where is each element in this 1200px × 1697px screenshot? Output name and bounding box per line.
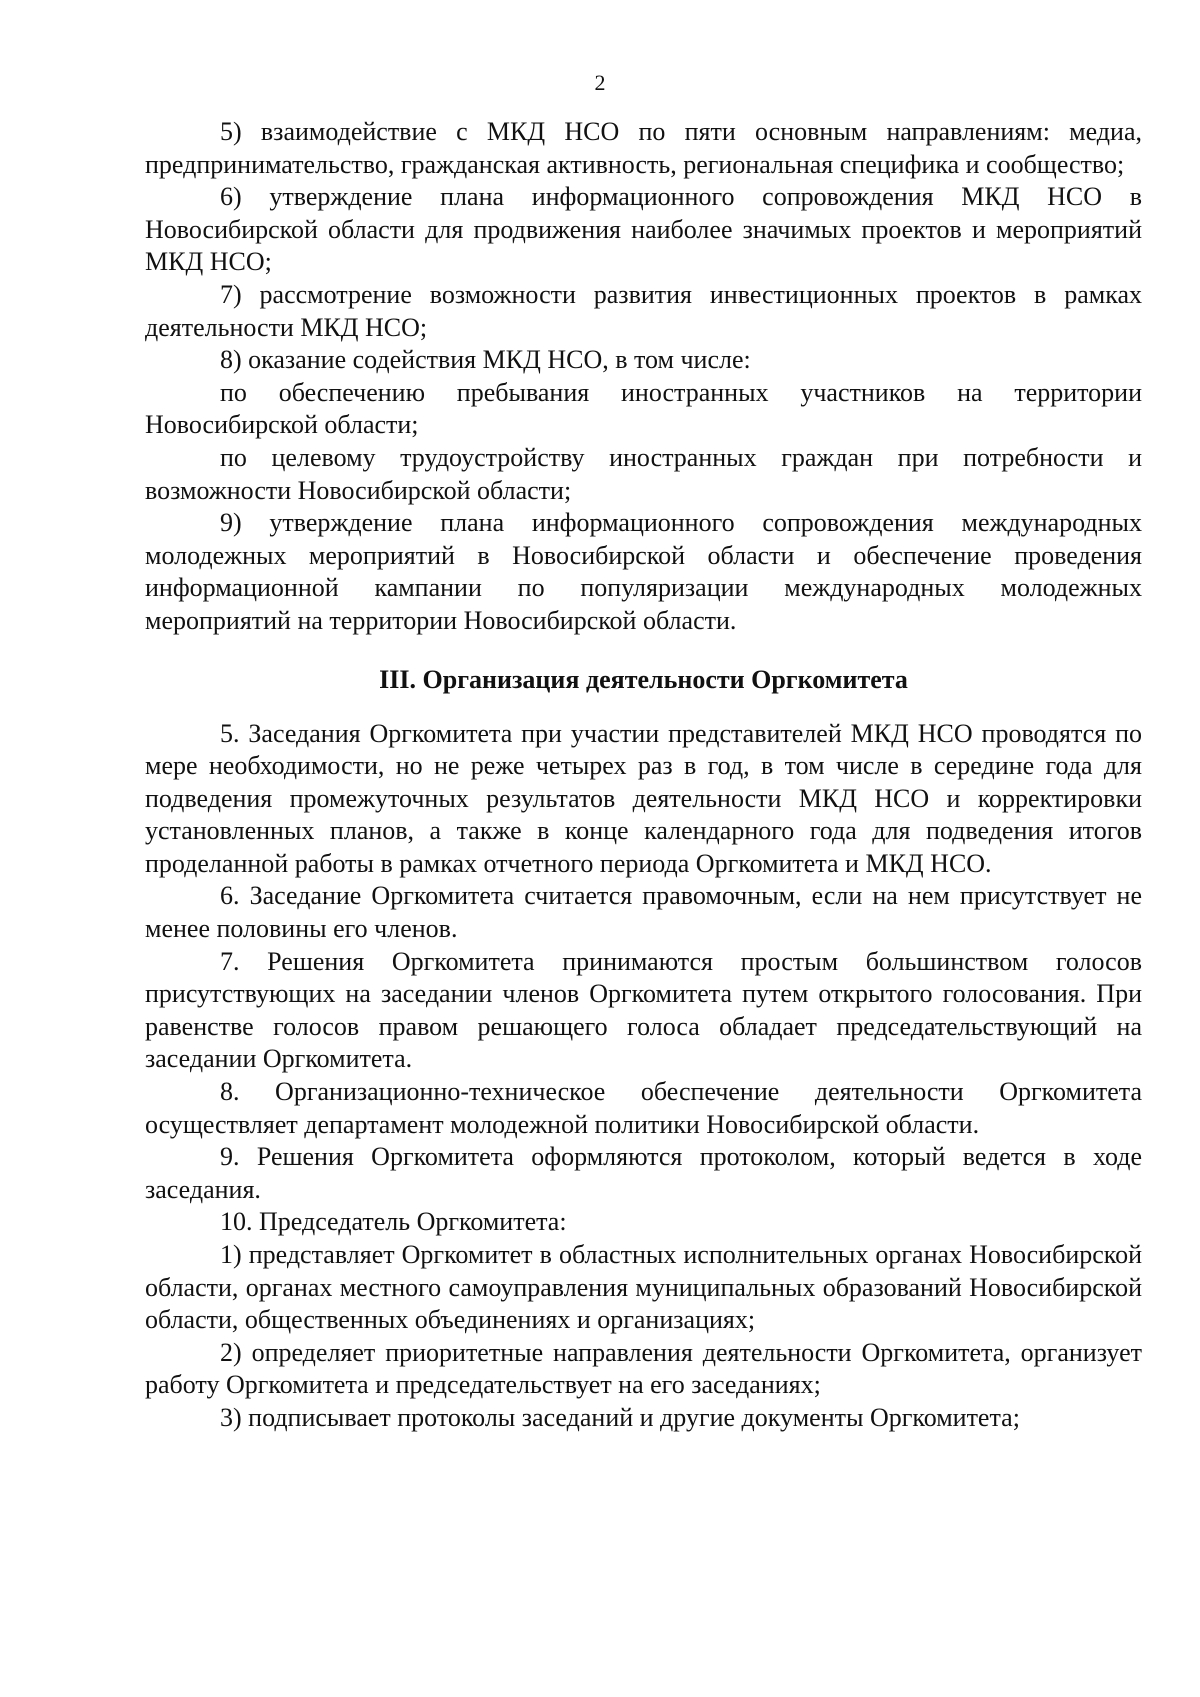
paragraph-item-8-sub-2: по целевому трудоустройству иностранных граждан при потребности и возможности Новосибирской области;: [145, 442, 1142, 505]
section-heading: III. Организация деятельности Оргкомитета: [379, 664, 908, 694]
paragraph-item-7: 7) рассмотрение возможности развития инвестиционных проектов в рамках деятельности МКД НСО;: [145, 279, 1142, 342]
paragraph-item-8-sub-1: по обеспечению пребывания иностранных участников на территории Новосибирской области;: [145, 377, 1142, 440]
paragraph-clause-10-item-3: 3) подписывает протоколы заседаний и другие документы Оргкомитета;: [220, 1402, 1020, 1432]
paragraph-item-6: 6) утверждение плана информационного сопровождения МКД НСО в Новосибирской области для продвижения наиболее значимых проектов и мероприятий МКД НСО;: [145, 182, 1142, 277]
document-body: [145, 116, 1142, 1435]
paragraph-item-5: 5) взаимодействие с МКД НСО по пяти основным направлениям: медиа, предпринимательство, гражданская активность, региональная специфика и сообщество;: [145, 117, 1142, 179]
page-number: 2: [594, 70, 606, 95]
paragraph-clause-9: 9. Решения Оргкомитета оформляются протоколом, который ведется в ходе заседания.: [145, 1142, 1142, 1204]
paragraph-clause-10-item-2: 2) определяет приоритетные направления деятельности Оргкомитета, организует работу Оргкомитета и председательствует на его заседаниях;: [145, 1337, 1142, 1400]
paragraph-clause-10-item-1: 1) представляет Оргкомитет в областных исполнительных органах Новосибирской области, органах местного самоуправления муниципальных образований Новосибирской области, общественных объединениях и организациях;: [145, 1240, 1142, 1335]
paragraph-clause-6: 6. Заседание Оргкомитета считается правомочным, если на нем присутствует не менее половины его членов.: [145, 881, 1142, 944]
paragraph-clause-10: 10. Председатель Оргкомитета:: [220, 1207, 567, 1237]
paragraph-clause-8: 8. Организационно-техническое обеспечение деятельности Оргкомитета осуществляет департамент молодежной политики Новосибирской области.: [145, 1077, 1142, 1139]
paragraph-clause-5: 5. Заседания Оргкомитета при участии представителей МКД НСО проводятся по мере необходимости, но не реже четырех раз в год, в том числе в середине года для подведения промежуточных результатов деятельности МКД НСО и корректировки установленных планов, а также в конце календарного года для подведения итогов проделанной работы в рамках отчетного периода Оргкомитета и МКД НСО.: [145, 718, 1142, 878]
paragraph-item-8: 8) оказание содействия МКД НСО, в том числе:: [220, 345, 751, 375]
paragraph-item-9: 9) утверждение плана информационного сопровождения международных молодежных мероприятий в Новосибирской области и обеспечение проведения информационной кампании по популяризации международных молодежных мероприятий на территории Новосибирской области.: [145, 508, 1142, 635]
paragraph-clause-7: 7. Решения Оргкомитета принимаются простым большинством голосов присутствующих на заседании членов Оргкомитета путем открытого голосования. При равенстве голосов правом решающего голоса обладает председательствующий на заседании Оргкомитета.: [145, 946, 1142, 1074]
